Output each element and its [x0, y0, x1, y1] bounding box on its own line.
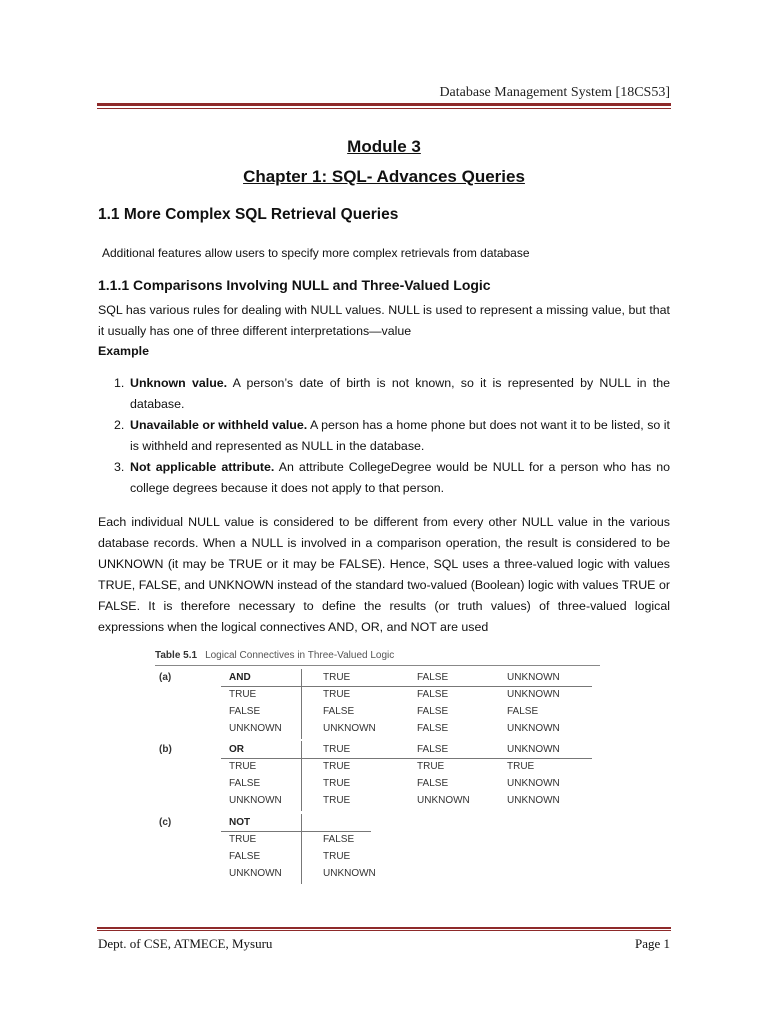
- table-cell: TRUE: [323, 761, 351, 772]
- table-caption-text: Logical Connectives in Three-Valued Logic: [205, 650, 395, 661]
- table-header-cell: UNKNOWN: [507, 744, 560, 755]
- table-cell: TRUE: [323, 851, 351, 862]
- table-cell: UNKNOWN: [323, 723, 376, 734]
- table-cell: FALSE: [417, 706, 449, 717]
- list-item-number: 1.: [114, 376, 125, 390]
- table-column-divider: [301, 669, 302, 739]
- table-top-rule: [155, 665, 600, 666]
- table-header-cell: OR: [229, 744, 244, 755]
- table-cell: UNKNOWN: [323, 868, 376, 879]
- header-rule-thin: [97, 108, 671, 109]
- logic-table: [155, 650, 600, 890]
- footer-rule-thin: [97, 930, 671, 931]
- table-header-cell: FALSE: [417, 744, 449, 755]
- chapter-title: Chapter 1: SQL- Advances Queries: [243, 167, 525, 186]
- table-header-cell: TRUE: [323, 672, 351, 683]
- subsection-heading: 1.1.1 Comparisons Involving NULL and Three-Valued Logic: [98, 277, 491, 293]
- table-cell: UNKNOWN: [229, 868, 282, 879]
- table-header-cell: NOT: [229, 817, 251, 828]
- table-header-rule: [221, 831, 371, 832]
- table-cell: TRUE: [507, 761, 535, 772]
- list-item-text: An attribute CollegeDegree would be NULL for a person who has no college degrees because it does not apply to that person.: [130, 460, 670, 495]
- running-header: Database Management System [18CS53]: [439, 85, 670, 100]
- table-header-cell: TRUE: [323, 744, 351, 755]
- table-header-cell: UNKNOWN: [507, 672, 560, 683]
- table-part-label: (b): [159, 744, 172, 755]
- header-rule-thick: [97, 103, 671, 106]
- table-cell: UNKNOWN: [507, 723, 560, 734]
- table-cell: TRUE: [323, 778, 351, 789]
- table-cell: FALSE: [507, 706, 539, 717]
- list-item-text: A person’s date of birth is not known, so it is represented by NULL in the database.: [130, 376, 670, 411]
- table-cell: FALSE: [323, 706, 355, 717]
- table-cell: UNKNOWN: [229, 795, 282, 806]
- table-header-cell: AND: [229, 672, 251, 683]
- paragraph-three-valued-logic: Each individual NULL value is considered to be different from every other NULL value in the various database records. When a NULL is involved in a comparison operation, the result is considered to be UNKNOWN (it may be TRUE or it may be FALSE). Hence, SQL uses a three-valued logic with values TRUE, FALSE, and UNKNOWN instead of the standard two-valued (Boolean) logic with values TRUE or FALSE. It is therefore necessary to define the results (or truth values) of three-valued logical expressions when the logical connectives AND, OR, and NOT are used: [98, 515, 670, 634]
- table-cell: TRUE: [229, 689, 257, 700]
- table-cell: FALSE: [417, 778, 449, 789]
- list-item-number: 2.: [114, 418, 125, 432]
- list-item-term: Unavailable or withheld value.: [130, 418, 308, 432]
- table-cell: FALSE: [229, 778, 261, 789]
- table-cell: UNKNOWN: [417, 795, 470, 806]
- example-label: Example: [98, 344, 149, 358]
- list-item: [114, 457, 670, 499]
- table-cell: TRUE: [417, 761, 445, 772]
- list-item-text: A person has a home phone but does not want it to be listed, so it is withheld and represented as NULL in the database.: [130, 418, 670, 453]
- table-caption-label: Table 5.1: [155, 650, 198, 661]
- table-column-divider: [301, 741, 302, 811]
- table-part-label: (c): [159, 817, 172, 828]
- table-header-rule: [221, 686, 592, 687]
- footer-department: Dept. of CSE, ATMECE, Mysuru: [98, 936, 273, 951]
- module-title: Module 3: [347, 137, 421, 156]
- list-item-number: 3.: [114, 460, 125, 474]
- list-item-term: Unknown value.: [130, 376, 228, 390]
- table-cell: UNKNOWN: [507, 795, 560, 806]
- table-cell: UNKNOWN: [507, 689, 560, 700]
- example-list: [114, 373, 670, 499]
- table-cell: FALSE: [417, 689, 449, 700]
- table-cell: TRUE: [229, 834, 257, 845]
- list-item: [114, 415, 670, 457]
- intro-text: Additional features allow users to specify more complex retrievals from database: [102, 246, 530, 260]
- footer-rule-thick: [97, 927, 671, 929]
- table-header-rule: [221, 758, 592, 759]
- list-item-term: Not applicable attribute.: [130, 460, 275, 474]
- table-header-cell: FALSE: [417, 672, 449, 683]
- list-item: [114, 373, 670, 415]
- table-caption: [155, 650, 394, 661]
- table-cell: UNKNOWN: [507, 778, 560, 789]
- table-part-label: (a): [159, 672, 172, 683]
- table-cell: TRUE: [229, 761, 257, 772]
- table-cell: FALSE: [229, 851, 261, 862]
- section-heading: 1.1 More Complex SQL Retrieval Queries: [98, 206, 399, 223]
- table-cell: FALSE: [229, 706, 261, 717]
- table-cell: UNKNOWN: [229, 723, 282, 734]
- footer-page-number: Page 1: [634, 936, 670, 951]
- table-cell: FALSE: [417, 723, 449, 734]
- table-cell: TRUE: [323, 689, 351, 700]
- table-cell: FALSE: [323, 834, 355, 845]
- table-column-divider: [301, 814, 302, 884]
- table-cell: TRUE: [323, 795, 351, 806]
- paragraph-null-rules: SQL has various rules for dealing with NULL values. NULL is used to represent a missing value, but that it usually has one of three different interpretations—value: [98, 303, 670, 338]
